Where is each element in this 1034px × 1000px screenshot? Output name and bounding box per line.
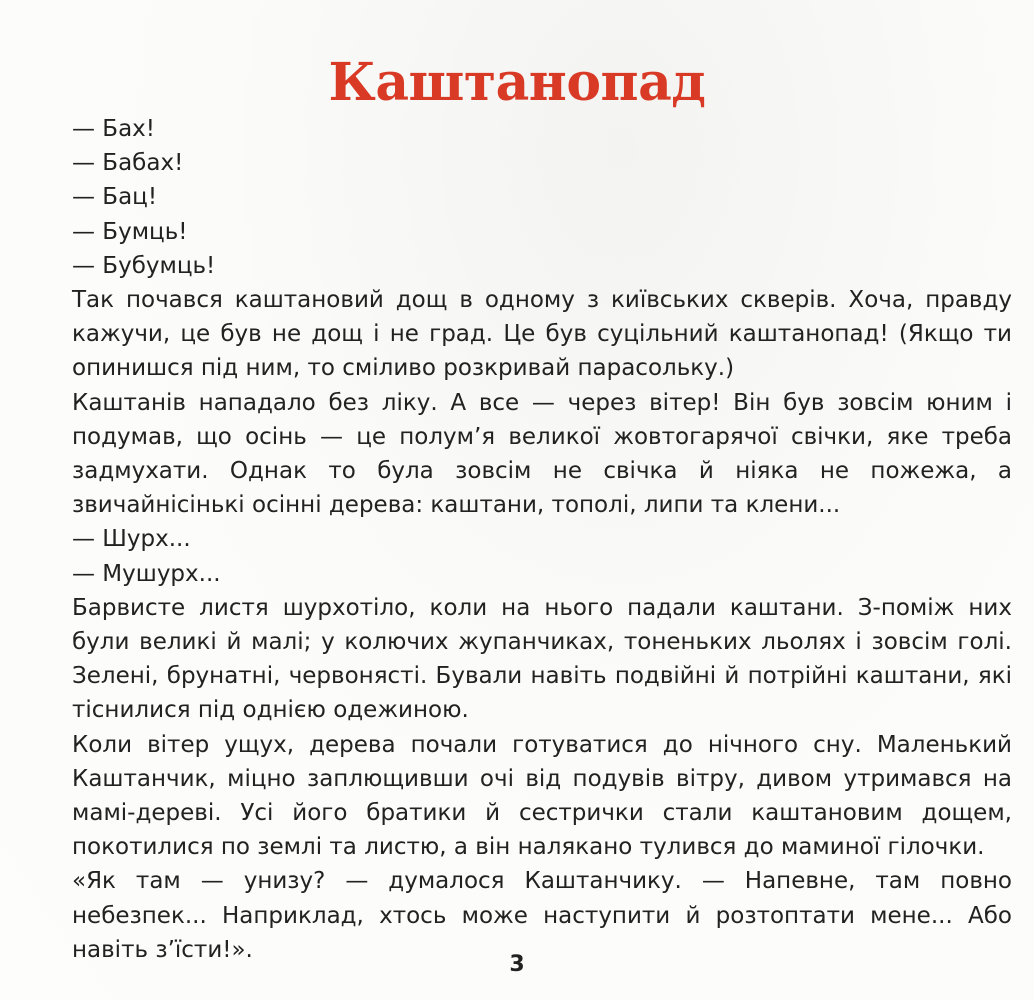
dialog-line: — Бах! — [72, 116, 156, 142]
dialog-line: — Бубумць! — [72, 252, 216, 279]
paragraph: «Як там — унизу? — думалося Каштанчику. — Напевне, там повно небезпек... Наприклад, хтось може наступити й розтоптати мене... Або навіть з’їсти!». — [72, 868, 1012, 963]
dialog-line: — Бац! — [72, 184, 158, 211]
paragraph: Так почався каштановий дощ в одному з київських скверів. Хоча, правду кажучи, це був не дощ і не град. Це був суцільний каштанопад! (Якщо ти опинишся під ним, то сміливо розкривай парасольку.) — [72, 287, 1012, 382]
chapter-body — [72, 112, 1012, 967]
dialog-line: — Бабах! — [72, 150, 184, 177]
paragraph: Коли вітер ущух, дерева почали готуватися до нічного сну. Маленький Каштанчик, міцно заплющивши очі від подувів вітру, дивом утримався на мамі-дереві. Усі його братики й сестрички стали каштановим дощем, покотилися по землі та листю, а він налякано тулився до маминої гілочки. — [72, 731, 1012, 861]
dialog-line: — Шурх... — [72, 526, 191, 553]
page-number: 3 — [509, 952, 525, 977]
paragraph: Каштанів нападало без ліку. А все — через вітер! Він був зовсім юним і подумав, що осінь — це полум’я великої жовтогарячої свічки, яке треба задмухати. Однак то була зовсім не свічка й ніяка не пожежа, а звичайнісінькі осінні дерева: каштани, тополі, липи та клени... — [72, 389, 1012, 519]
dialog-line: — Мушурх... — [72, 560, 221, 587]
chapter-title: Каштанопад — [328, 52, 706, 113]
dialog-line: — Бумць! — [72, 218, 188, 245]
paragraph: Барвисте листя шурхотіло, коли на нього падали каштани. З-поміж них були великі й малі; у колючих жупанчиках, тоненьких льолях і зовсім голі. Зелені, брунатні, червонясті. Бували навіть подвійні й потрійні каштани, які тіснилися під однією одежиною. — [72, 594, 1012, 724]
